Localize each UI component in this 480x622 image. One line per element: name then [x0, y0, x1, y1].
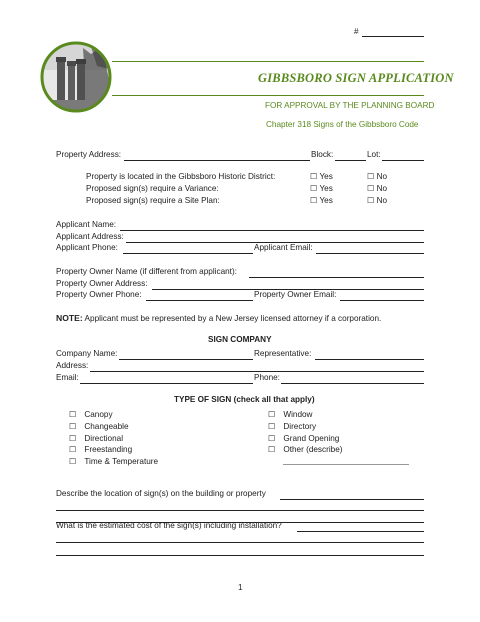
sign-type-option[interactable]: [268, 433, 343, 445]
sign-type-option-label: Changeable: [84, 421, 129, 431]
block-field[interactable]: [335, 160, 366, 161]
sign-type-option[interactable]: [69, 456, 158, 468]
lot-label: Lot:: [367, 150, 381, 159]
note-label: NOTE:: [56, 313, 83, 323]
applicant-name-label: Applicant Name:: [56, 220, 117, 229]
variance-yes-checkbox[interactable]: ☐ Yes: [310, 184, 333, 193]
applicant-phone-field[interactable]: [123, 253, 253, 254]
company-phone-label: Phone:: [254, 373, 280, 382]
sign-type-option-label: Window: [283, 410, 313, 419]
company-email-field[interactable]: [80, 383, 253, 384]
cost-answer-line-2[interactable]: [56, 542, 424, 543]
applicant-phone-label: Applicant Phone:: [56, 243, 118, 252]
document-number-label: #: [354, 27, 359, 36]
applicant-email-field[interactable]: [316, 253, 424, 254]
page-subtitle: FOR APPROVAL BY THE PLANNING BOARD: [265, 101, 435, 110]
sign-type-option[interactable]: [69, 433, 158, 445]
document-number-field[interactable]: [362, 36, 424, 37]
owner-address-label: Property Owner Address:: [56, 279, 148, 288]
sign-type-option-label: Other (describe): [283, 445, 343, 455]
sign-type-option[interactable]: [69, 444, 158, 456]
sign-type-option[interactable]: [268, 444, 343, 456]
sign-type-option-label: Directory: [283, 421, 317, 431]
owner-name-label: Property Owner Name (if different from applicant):: [56, 267, 237, 276]
sign-type-option-label: Time & Temperature: [84, 457, 159, 467]
applicant-name-field[interactable]: [120, 230, 424, 231]
company-name-label: Company Name:: [56, 349, 118, 358]
variance-no-checkbox[interactable]: ☐ No: [367, 184, 388, 193]
site-plan-no-checkbox[interactable]: ☐ No: [367, 196, 388, 205]
historic-yes-checkbox[interactable]: ☐ Yes: [310, 172, 333, 181]
company-address-label: Address:: [56, 361, 89, 370]
representative-field[interactable]: [315, 359, 424, 360]
historic-no-checkbox[interactable]: ☐ No: [367, 172, 388, 181]
sign-type-right-column: [268, 409, 343, 456]
checkbox-icon: ☐: [268, 421, 276, 431]
sign-type-left-column: [69, 409, 158, 468]
location-answer-line-2[interactable]: [56, 510, 424, 511]
location-question: Describe the location of sign(s) on the building or property: [56, 489, 266, 498]
sign-type-option[interactable]: [69, 409, 158, 421]
other-describe-field[interactable]: [283, 464, 409, 465]
cost-question: What is the estimated cost of the sign(s) including installation?: [56, 521, 282, 530]
sign-type-option[interactable]: [268, 421, 343, 433]
company-name-field[interactable]: [119, 359, 253, 360]
site-plan-yes-checkbox[interactable]: ☐ Yes: [310, 196, 333, 205]
owner-phone-label: Property Owner Phone:: [56, 290, 142, 299]
logo-image: [39, 40, 113, 114]
page-number: 1: [238, 583, 243, 592]
property-address-label: Property Address:: [56, 150, 122, 159]
chapter-reference: Chapter 318 Signs of the Gibbsboro Code: [266, 120, 419, 129]
checkbox-icon: ☐: [69, 445, 77, 455]
block-label: Block:: [311, 150, 334, 159]
company-email-label: Email:: [56, 373, 79, 382]
sign-type-option[interactable]: [69, 421, 158, 433]
checkbox-icon: ☐: [268, 445, 276, 455]
sign-type-option-label: Canopy: [84, 410, 113, 419]
note-text: Applicant must be represented by a New Jersey licensed attorney if a corporation.: [82, 314, 382, 323]
owner-phone-field[interactable]: [146, 300, 253, 301]
site-plan-question: Proposed sign(s) require a Site Plan:: [86, 196, 220, 205]
attorney-note: [56, 313, 381, 324]
sign-type-heading: TYPE OF SIGN (check all that apply): [174, 395, 315, 404]
checkbox-icon: ☐: [69, 457, 77, 467]
header-rule-top: [112, 61, 424, 62]
owner-email-field[interactable]: [340, 300, 424, 301]
checkbox-icon: ☐: [69, 410, 77, 419]
checkbox-icon: ☐: [69, 433, 77, 443]
applicant-address-label: Applicant Address:: [56, 232, 124, 241]
owner-name-field[interactable]: [249, 277, 424, 278]
historic-district-question: Property is located in the Gibbsboro Historic District:: [86, 172, 276, 181]
checkbox-icon: ☐: [268, 433, 276, 443]
sign-company-heading: SIGN COMPANY: [208, 335, 272, 344]
header-rule-bottom: [112, 95, 424, 96]
checkbox-icon: ☐: [69, 421, 77, 431]
lot-field[interactable]: [382, 160, 424, 161]
applicant-email-label: Applicant Email:: [254, 243, 313, 252]
company-address-field[interactable]: [90, 371, 424, 372]
page-title: GIBBSBORO SIGN APPLICATION: [258, 71, 454, 85]
sign-type-option-label: Freestanding: [84, 445, 133, 455]
cost-answer-line-1[interactable]: [297, 531, 424, 532]
sign-type-option-label: Directional: [84, 433, 124, 443]
property-address-field[interactable]: [124, 160, 310, 161]
representative-label: Representative:: [254, 349, 312, 358]
checkbox-icon: ☐: [268, 410, 276, 419]
sign-type-option[interactable]: [268, 409, 343, 421]
owner-email-label: Property Owner Email:: [254, 290, 337, 299]
sign-type-option-label: Grand Opening: [283, 433, 340, 443]
location-answer-line-1[interactable]: [280, 499, 424, 500]
company-phone-field[interactable]: [281, 383, 424, 384]
variance-question: Proposed sign(s) require a Variance:: [86, 184, 219, 193]
cost-answer-line-3[interactable]: [56, 555, 424, 556]
